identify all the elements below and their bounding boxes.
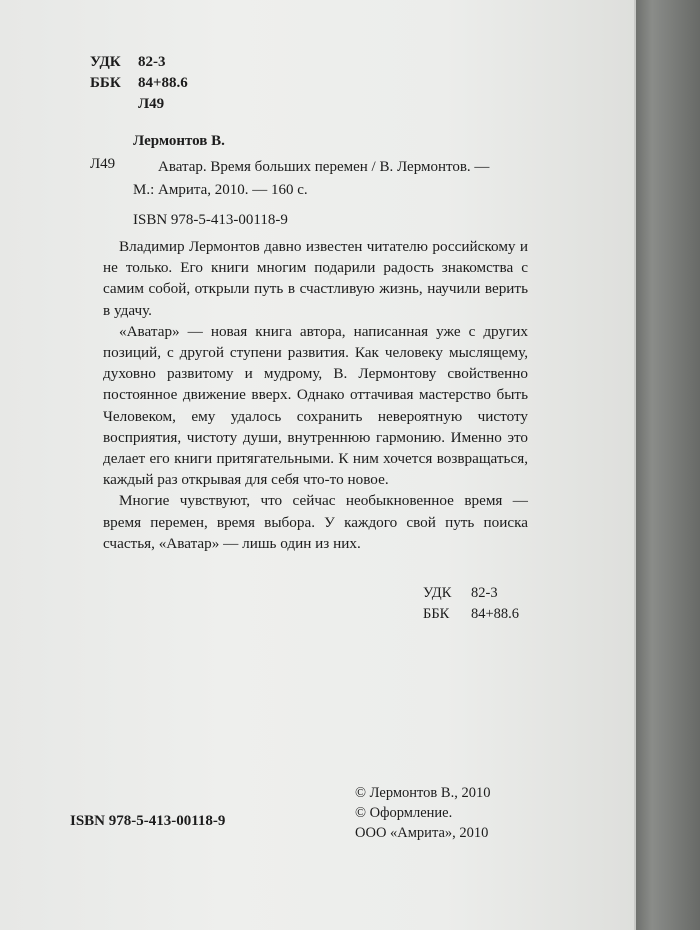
copyright-author: © Лермонтов В., 2010 — [355, 785, 491, 801]
imprint-line: М.: Амрита, 2010. — 160 с. — [133, 182, 308, 198]
annotation-paragraph: Владимир Лермонтов давно известен читателю российскому и не только. Его книги многим подарили радость знакомства с самим собой, открыли путь в счастливую жизнь, научили верить в удачу. — [103, 238, 528, 319]
bbk-value: 84+88.6 — [471, 606, 520, 622]
isbn-bottom: ISBN 978-5-413-00118-9 — [70, 813, 226, 829]
copyright-block — [355, 783, 490, 843]
udk-value: 82-3 — [471, 585, 498, 601]
copyright-publisher: ООО «Амрита», 2010 — [355, 825, 489, 841]
isbn-record: ISBN 978-5-413-00118-9 — [133, 212, 288, 228]
author-mark: Л49 — [90, 156, 116, 172]
annotation-paragraph: «Аватар» — новая книга автора, написанная уже с других позиций, с другой ступени развития. Как человеку мыслящему, духовно развитому и мудрому, В. Лермонтову свойственно постоянное движение вверх. Однако оттачивая мастерство быть Человеком, ему удалось сохранить невероятную чистоту восприятия, чистоту души, внутреннюю гармонию. Именно это делает его книги притягательными. К ним хочется возвращаться, каждый раз открывая для себя что-то новое. — [103, 322, 528, 489]
annotation-paragraph: Многие чувствуют, что сейчас необыкновенное время — время перемен, время выбора. У каждого свой путь поиска счастья, «Аватар» — лишь один из них. — [103, 492, 528, 552]
annotation — [103, 236, 528, 554]
title-line: Аватар. Время больших перемен / В. Лермонтов. — — [158, 159, 490, 175]
author-mark-top: Л49 — [138, 96, 165, 112]
bbk-row-bottom — [423, 604, 519, 625]
bibliographic-record — [133, 156, 489, 232]
page-gutter-shadow — [636, 0, 700, 930]
udk-label: УДК — [423, 585, 452, 601]
author-name: Лермонтов В. — [133, 133, 225, 149]
classification-top — [90, 52, 188, 115]
bbk-label: ББК — [90, 75, 121, 91]
bbk-row-top — [90, 73, 188, 94]
bbk-label: ББК — [423, 606, 450, 622]
copyright-design: © Оформление. — [355, 805, 453, 821]
udk-row-bottom — [423, 583, 519, 604]
udk-value: 82-3 — [138, 54, 166, 70]
udk-label: УДК — [90, 54, 121, 70]
bbk-value: 84+88.6 — [138, 75, 188, 91]
udk-row-top — [90, 52, 188, 73]
classification-bottom — [423, 583, 519, 625]
